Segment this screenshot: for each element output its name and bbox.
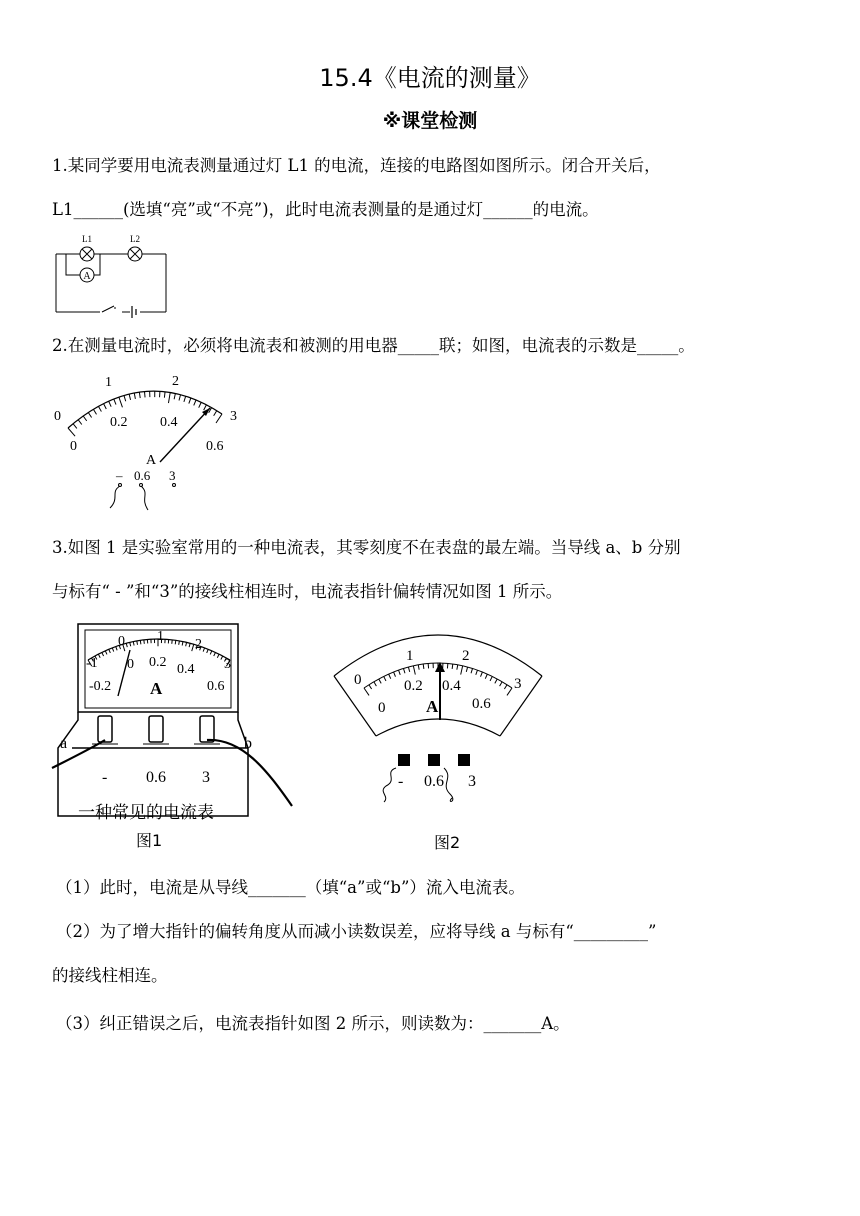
fig1-upper-tick-1: 1 bbox=[157, 629, 164, 644]
dial-tick-mark bbox=[457, 665, 458, 670]
dial-tick-mark bbox=[182, 642, 183, 646]
dial-tick-mark bbox=[137, 641, 138, 645]
dial-tick-mark bbox=[83, 416, 86, 421]
fig1-lower-tick-0-6: 0.6 bbox=[207, 679, 225, 694]
q2-text-line-1: 2.在测量电流时，必须将电流表和被测的用电器_____联；如图，电流表的示数是_____。 bbox=[52, 336, 695, 355]
q3-text-line-1: 3.如图 1 是实验室常用的一种电流表，其零刻度不在表盘的最左端。当导线 a、b 分别 bbox=[52, 538, 681, 557]
dial-tick-mark bbox=[184, 396, 186, 402]
dial-tick-mark bbox=[408, 667, 409, 672]
q1-circuit-diagram bbox=[52, 232, 172, 316]
fig1-lower-tick-neg0-2: -0.2 bbox=[89, 679, 112, 694]
fig1-caption: 一种常见的电流表 bbox=[78, 803, 214, 823]
q1-meter-label: A bbox=[83, 271, 91, 282]
dial-tick-mark bbox=[130, 642, 131, 646]
fig1-lower-tick-0: 0 bbox=[127, 657, 134, 672]
dial-tick-mark bbox=[145, 392, 146, 398]
dial-tick-mark bbox=[374, 682, 377, 686]
fig1-lower-tick-0-2: 0.2 bbox=[149, 655, 167, 670]
dial-tick-mark bbox=[485, 674, 487, 679]
dial-tick-mark bbox=[466, 667, 467, 672]
dial-tick-mark bbox=[134, 393, 135, 399]
dial-tick-mark bbox=[179, 395, 181, 401]
q1-text-line-1: 1.某同学要用电流表测量通过灯 L1 的电流，连接的电路图如图所示。闭合开关后， bbox=[52, 156, 661, 175]
q2-terminal-minus: – bbox=[116, 468, 123, 483]
dial-tick-mark bbox=[394, 672, 396, 677]
dial-tick-mark bbox=[204, 405, 207, 410]
dial-tick-mark bbox=[112, 648, 113, 652]
fig2-lower-tick-0-4: 0.4 bbox=[442, 678, 461, 694]
q3-sub1: （1）此时，电流是从导线_______（填“a”或“b”）流入电流表。 bbox=[56, 878, 525, 897]
dial-tick-mark bbox=[126, 643, 127, 647]
dial-tick-mark bbox=[495, 679, 497, 683]
dial-tick-mark bbox=[504, 685, 507, 689]
q1-lamp-l1-label: L1 bbox=[82, 234, 92, 244]
fig1-upper-tick-0: 0 bbox=[118, 634, 125, 649]
dial-tick-mark bbox=[461, 666, 463, 675]
dial-tick-mark bbox=[104, 404, 107, 409]
dial-tick-mark bbox=[214, 411, 217, 416]
fig2-lower-tick-0: 0 bbox=[378, 700, 386, 716]
dial-tick-mark bbox=[423, 664, 424, 669]
dial-tick-mark bbox=[133, 642, 134, 646]
fig2-unit-label: A bbox=[426, 697, 439, 716]
section-heading: ※课堂检测 bbox=[382, 110, 478, 132]
dial-tick-mark bbox=[78, 420, 82, 425]
q2-ammeter-dial bbox=[52, 370, 242, 515]
dial-tick-mark bbox=[413, 666, 415, 675]
dial-tick-mark bbox=[471, 668, 473, 673]
fig1-lower-tick-0-4: 0.4 bbox=[177, 662, 195, 677]
dial-tick-mark bbox=[109, 401, 111, 406]
dial-tick-mark bbox=[203, 648, 204, 652]
dial-tick-mark bbox=[186, 642, 187, 646]
fig2-lower-tick-0-6: 0.6 bbox=[472, 696, 491, 712]
fig1-upper-tick-2: 2 bbox=[195, 637, 202, 652]
q2-upper-tick-3: 3 bbox=[230, 409, 237, 424]
q2-lower-tick-2: 0.4 bbox=[160, 415, 178, 430]
fig2-upper-tick-0: 0 bbox=[354, 672, 362, 688]
dial-tick-mark bbox=[102, 652, 104, 656]
dial-tick-mark bbox=[192, 644, 194, 651]
fig2-label: 图2 bbox=[434, 833, 461, 852]
dial-tick-mark bbox=[452, 664, 453, 669]
fig1-unit-label: A bbox=[150, 679, 163, 698]
dial-tick-mark bbox=[105, 651, 107, 655]
dial-tick-mark bbox=[168, 392, 170, 403]
dial-tick-mark bbox=[217, 654, 219, 658]
dial-tick-mark bbox=[207, 649, 209, 653]
q2-upper-tick-2: 2 bbox=[172, 374, 179, 389]
dial-tick-mark bbox=[116, 647, 117, 651]
dial-tick-mark bbox=[189, 398, 191, 404]
dial-tick-mark bbox=[109, 649, 111, 653]
fig2-upper-tick-2: 2 bbox=[462, 648, 470, 664]
dial-tick-mark bbox=[140, 640, 141, 644]
dial-tick-mark bbox=[403, 668, 405, 673]
q1-lamp-l2-label: L2 bbox=[130, 234, 140, 244]
dial-tick-mark bbox=[114, 399, 116, 405]
q2-terminal-3: 3 bbox=[169, 468, 176, 483]
q3-sub2-line-1: （2）为了增大指针的偏转角度从而减小读数误差，应将导线 a 与标有“_________” bbox=[56, 922, 657, 941]
dial-tick-mark bbox=[199, 402, 202, 407]
fig1-terminal-minus: - bbox=[102, 769, 108, 786]
fig1-wire-b-label: b bbox=[244, 735, 252, 752]
dial-tick-mark bbox=[189, 643, 190, 647]
dial-tick-mark bbox=[179, 641, 180, 645]
fig1-terminal-3: 3 bbox=[202, 769, 210, 786]
dial-tick-mark bbox=[389, 674, 391, 679]
dial-tick-mark bbox=[399, 670, 401, 675]
dial-tick-mark bbox=[364, 688, 369, 695]
dial-tick-mark bbox=[174, 393, 175, 399]
dial-tick-mark bbox=[98, 406, 101, 411]
dial-tick-mark bbox=[98, 654, 100, 658]
q2-lower-tick-1: 0.2 bbox=[110, 415, 128, 430]
q2-upper-tick-0: 0 bbox=[54, 409, 61, 424]
dial-tick-mark bbox=[88, 412, 91, 417]
q3-sub3: （3）纠正错误之后，电流表指针如图 2 所示，则读数为：_______A。 bbox=[56, 1014, 570, 1033]
q3-text-line-2: 与标有“ - ”和“3”的接线柱相连时，电流表指针偏转情况如图 1 所示。 bbox=[52, 582, 563, 601]
q2-upper-tick-1: 1 bbox=[105, 375, 112, 390]
q3-fig2-ammeter-dial bbox=[328, 628, 548, 858]
dial-tick-mark bbox=[93, 409, 96, 414]
dial-tick-mark bbox=[490, 676, 492, 680]
dial-tick-mark bbox=[476, 670, 478, 675]
dial-tick-mark bbox=[210, 651, 212, 655]
fig2-terminal-0-6: 0.6 bbox=[424, 773, 444, 790]
fig2-upper-tick-3: 3 bbox=[514, 676, 522, 692]
fig2-upper-tick-1: 1 bbox=[406, 648, 414, 664]
dial-tick-mark bbox=[216, 414, 222, 423]
fig2-terminal-minus: - bbox=[398, 773, 404, 790]
q1-text-line-2: L1______(选填“亮”或“不亮”)，此时电流表测量的是通过灯______的电流。 bbox=[52, 200, 599, 219]
dial-tick-mark bbox=[175, 640, 176, 644]
dial-tick-mark bbox=[139, 392, 140, 398]
q2-unit-label: A bbox=[146, 453, 157, 468]
q2-lower-tick-0: 0 bbox=[70, 439, 77, 454]
dial-tick-mark bbox=[124, 395, 126, 401]
fig1-upper-tick-3: 3 bbox=[224, 657, 231, 672]
dial-tick-mark bbox=[481, 672, 483, 677]
dial-tick-mark bbox=[369, 685, 372, 689]
dial-tick-mark bbox=[68, 428, 75, 436]
dial-tick-mark bbox=[129, 394, 130, 400]
page-title: 15.4《电流的测量》 bbox=[319, 64, 541, 92]
dial-tick-mark bbox=[73, 424, 77, 429]
dial-tick-mark bbox=[164, 392, 165, 398]
dial-tick-mark bbox=[119, 397, 123, 407]
dial-tick-mark bbox=[500, 682, 503, 686]
dial-tick-mark bbox=[418, 665, 419, 670]
fig1-label: 图1 bbox=[136, 831, 163, 850]
dial-tick-mark bbox=[384, 676, 386, 680]
q3-fig1-ammeter bbox=[52, 620, 297, 860]
fig1-wire-a-label: a bbox=[60, 735, 68, 752]
q3-sub2-line-2: 的接线柱相连。 bbox=[52, 966, 168, 985]
fig1-terminal-0-6: 0.6 bbox=[146, 769, 166, 786]
dial-tick-mark bbox=[214, 652, 216, 656]
dial-tick-mark bbox=[379, 679, 381, 683]
fig2-terminal-3: 3 bbox=[468, 773, 476, 790]
fig2-lower-tick-0-2: 0.2 bbox=[404, 678, 423, 694]
q2-lower-tick-3: 0.6 bbox=[206, 439, 224, 454]
q2-terminal-0-6: 0.6 bbox=[134, 468, 151, 483]
fig1-upper-tick-neg1: -1 bbox=[86, 656, 98, 671]
dial-tick-mark bbox=[507, 688, 512, 695]
dial-tick-mark bbox=[194, 400, 196, 406]
dial-tick-mark bbox=[221, 656, 223, 660]
